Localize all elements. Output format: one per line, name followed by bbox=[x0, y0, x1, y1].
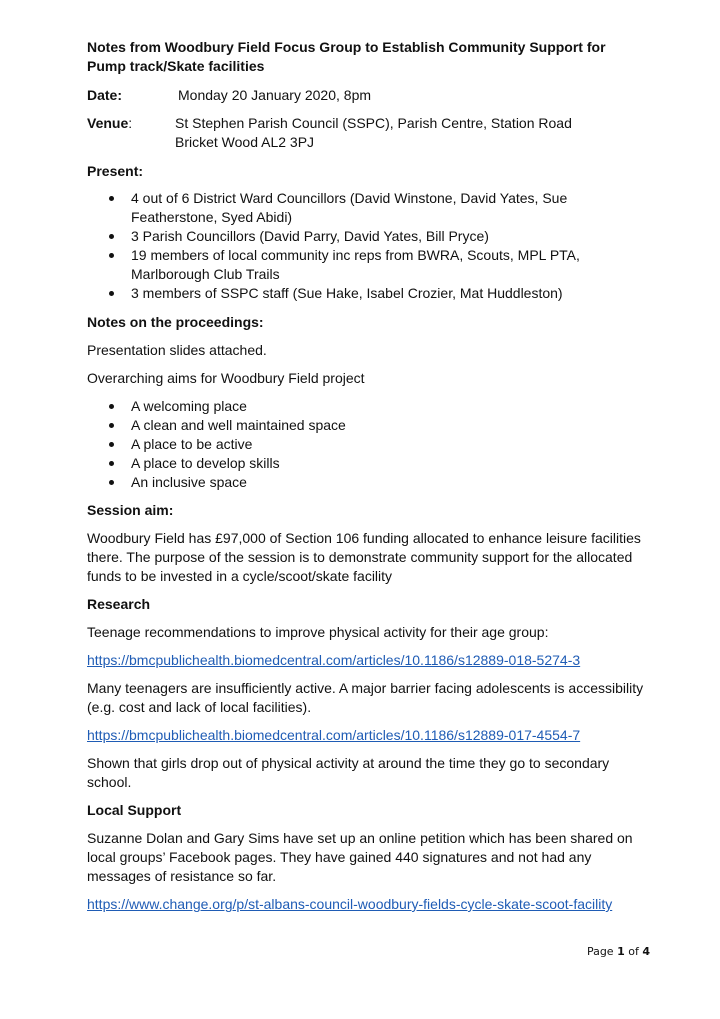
petition-link[interactable]: https://www.change.org/p/st-albans-council-woodbury-fields-cycle-skate-scoot-facility bbox=[87, 896, 613, 912]
list-item bbox=[87, 435, 647, 454]
venue-colon: : bbox=[128, 115, 133, 131]
list-item-text: A place to be active bbox=[131, 436, 253, 452]
bullet-icon bbox=[109, 196, 114, 201]
session-heading: Session aim: bbox=[87, 502, 174, 518]
list-item-text: A welcoming place bbox=[131, 398, 247, 414]
research-intro: Teenage recommendations to improve physical activity for their age group: bbox=[87, 624, 549, 640]
bullet-icon bbox=[109, 423, 114, 428]
bullet-icon bbox=[109, 404, 114, 409]
of-word: of bbox=[628, 945, 639, 958]
venue-label-text: Venue bbox=[87, 115, 129, 131]
list-item-text: An inclusive space bbox=[131, 474, 247, 490]
page-word: Page bbox=[586, 945, 614, 958]
bullet-icon bbox=[109, 234, 114, 239]
list-item bbox=[87, 189, 647, 227]
document-title: Notes from Woodbury Field Focus Group to Establish Community Support for Pump track/Skate facilities bbox=[87, 39, 606, 74]
research-link-2[interactable]: https://bmcpublichealth.biomedcentral.com/articles/10.1186/s12889-017-4554-7 bbox=[87, 727, 581, 743]
local-support-heading: Local Support bbox=[87, 802, 182, 818]
list-item bbox=[87, 246, 647, 284]
page-number: 1 bbox=[617, 945, 625, 958]
document-page bbox=[87, 38, 647, 914]
list-item-text: 19 members of local community inc reps from BWRA, Scouts, MPL PTA, Marlborough Club Trails bbox=[131, 247, 580, 282]
page-total: 4 bbox=[642, 945, 650, 958]
venue-line1: St Stephen Parish Council (SSPC), Parish Centre, Station Road bbox=[175, 115, 572, 131]
list-item bbox=[87, 454, 647, 473]
aims-list bbox=[87, 397, 647, 492]
list-item bbox=[87, 416, 647, 435]
aims-intro: Overarching aims for Woodbury Field project bbox=[87, 370, 365, 386]
local-support-text: Suzanne Dolan and Gary Sims have set up an online petition which has been shared on local groups’ Facebook pages. They have gained 440 signatures and not had any messages of resistance so far. bbox=[87, 830, 633, 884]
date-row bbox=[87, 86, 647, 105]
date-label: Date: bbox=[87, 87, 123, 103]
research-link-1[interactable]: https://bmcpublichealth.biomedcentral.com/articles/10.1186/s12889-018-5274-3 bbox=[87, 652, 581, 668]
list-item-text: 3 members of SSPC staff (Sue Hake, Isabel Crozier, Mat Huddleston) bbox=[131, 285, 563, 301]
bullet-icon bbox=[109, 480, 114, 485]
research-text-2: Shown that girls drop out of physical activity at around the time they go to secondary school. bbox=[87, 755, 610, 790]
session-text: Woodbury Field has £97,000 of Section 106 funding allocated to enhance leisure facilities there. The purpose of the session is to demonstrate community support for the allocated funds to be invested in a cycle/scoot/skate facility bbox=[87, 530, 641, 584]
present-list bbox=[87, 189, 647, 303]
list-item-text: A clean and well maintained space bbox=[131, 417, 346, 433]
bullet-icon bbox=[109, 461, 114, 466]
bullet-icon bbox=[109, 291, 114, 296]
list-item bbox=[87, 473, 647, 492]
proceedings-heading: Notes on the proceedings: bbox=[87, 314, 264, 330]
venue-label bbox=[87, 114, 132, 133]
list-item-text: 3 Parish Councillors (David Parry, David Yates, Bill Pryce) bbox=[131, 228, 489, 244]
bullet-icon bbox=[109, 253, 114, 258]
present-heading: Present: bbox=[87, 163, 144, 179]
venue-line2: Bricket Wood AL2 3PJ bbox=[175, 134, 315, 150]
bullet-icon bbox=[109, 442, 114, 447]
slides-note: Presentation slides attached. bbox=[87, 342, 267, 358]
research-text-1: Many teenagers are insufficiently active. A major barrier facing adolescents is accessibility (e.g. cost and lack of local facilities). bbox=[87, 680, 644, 715]
research-heading: Research bbox=[87, 596, 151, 612]
date-value: Monday 20 January 2020, 8pm bbox=[178, 87, 372, 103]
venue-row bbox=[87, 114, 647, 152]
list-item bbox=[87, 284, 647, 303]
list-item-text: A place to develop skills bbox=[131, 455, 280, 471]
list-item bbox=[87, 227, 647, 246]
list-item-text: 4 out of 6 District Ward Councillors (David Winstone, David Yates, Sue Featherstone, Syed Abidi) bbox=[131, 190, 568, 225]
list-item bbox=[87, 397, 647, 416]
page-footer bbox=[560, 945, 650, 958]
